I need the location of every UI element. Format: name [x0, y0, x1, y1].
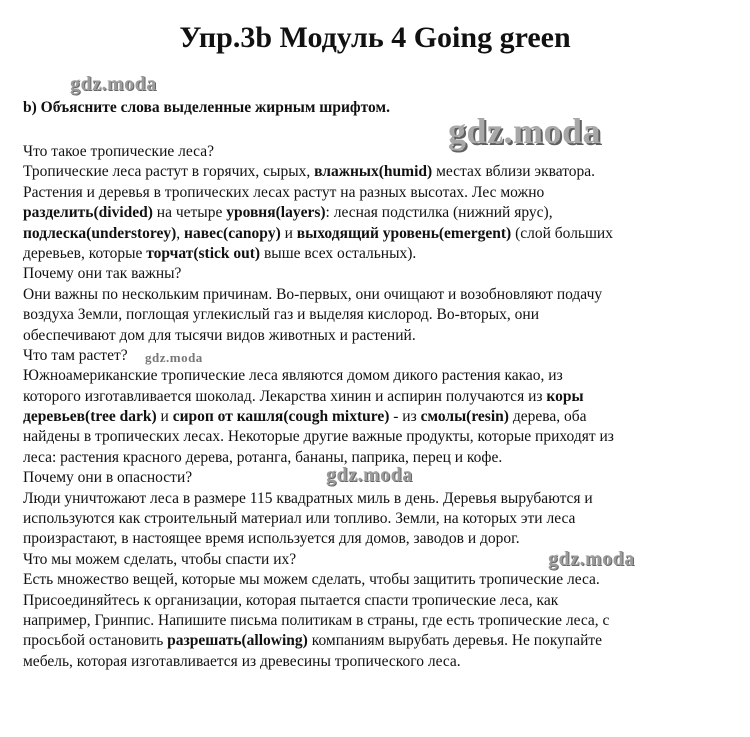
bold-term: смолы(resin): [420, 408, 509, 426]
text-run: дерева, оба: [508, 408, 587, 426]
text-run: Люди уничтожают леса в размере 115 квадратных миль в день. Деревья вырубаются и: [23, 489, 593, 507]
text-run: Присоединяйтесь к организации, которая пытается спасти тропические леса, как: [23, 591, 559, 609]
text-run: просьбой остановить: [23, 632, 168, 650]
watermark-large: gdz.moda: [448, 111, 602, 151]
watermark: gdz.moda: [548, 548, 635, 570]
text-line: [23, 631, 728, 651]
text-run: и: [156, 408, 173, 426]
text-line: [23, 407, 728, 427]
text-line: [23, 326, 728, 346]
bold-term: торчат(stick out): [146, 244, 261, 262]
text-line: [23, 203, 728, 223]
text-run: и: [280, 224, 297, 242]
text-run: мебель, которая изготавливается из древесины тропического леса.: [23, 652, 461, 670]
text-run: используются как строительный материал или топливо. Земли, на которых эти леса: [23, 510, 576, 528]
text-run: Что мы можем сделать, чтобы спасти их?: [23, 550, 297, 568]
text-line: [23, 489, 728, 509]
text-line: [23, 366, 728, 386]
bold-term: деревьев(tree dark): [23, 408, 157, 426]
watermark-small: gdz.moda: [145, 350, 203, 365]
bold-term: навес(canopy): [184, 224, 281, 242]
text-run: - из: [389, 408, 421, 426]
text-line: [23, 570, 728, 590]
bold-term: коры: [546, 387, 584, 405]
text-line: [23, 285, 728, 305]
text-line: [23, 387, 728, 407]
text-line: [23, 244, 728, 264]
text-run: на четыре: [152, 204, 227, 222]
text-line: [23, 509, 728, 529]
bold-term: выходящий уровень(emergent): [296, 224, 512, 242]
text-run: которого изготавливается шоколад. Лекарства хинин и аспирин получаются из: [23, 387, 547, 405]
text-line: [23, 346, 728, 366]
text-run: Есть множество вещей, которые мы можем сделать, чтобы защитить тропические леса.: [23, 571, 600, 589]
bold-term: разделить(divided): [23, 204, 153, 222]
page-title: Упр.3b Модуль 4 Going green: [179, 21, 571, 54]
text-run: Растения и деревья в тропических лесах растут на разных высотах. Лес можно: [23, 183, 545, 201]
watermark: gdz.moda: [326, 464, 413, 486]
text-run: например, Гринпис. Напишите письма политикам в страны, где есть тропические леса, с: [23, 611, 610, 629]
text-line: [23, 162, 728, 182]
text-line: [23, 652, 728, 672]
text-run: обеспечивают дом для тысячи видов животных и растений.: [23, 326, 416, 344]
text-run: (слой больших: [511, 224, 613, 242]
text-line: [23, 611, 728, 631]
bold-term: уровня(layers): [226, 204, 326, 222]
text-run: Что такое тропические леса?: [23, 143, 214, 160]
text-run: Южноамериканские тропические леса являются домом дикого растения какао, из: [23, 367, 563, 385]
bold-term: влажных(humid): [314, 163, 433, 181]
text-run: компаниям вырубать деревья. Не покупайте: [307, 632, 603, 650]
task-instruction: b) Объясните слова выделенные жирным шрифтом.: [23, 99, 390, 116]
text-run: Тропические леса растут в горячих, сырых,: [23, 163, 315, 181]
text-run: Они важны по нескольким причинам. Во-первых, они очищают и возобновляют подачу: [23, 285, 603, 303]
text-run: леса: растения красного дерева, ротанга, бананы, паприка, перец и кофе.: [23, 448, 503, 466]
text-line: [23, 264, 728, 284]
text-run: выше всех остальных).: [260, 244, 417, 262]
text-run: местах вблизи экватора.: [432, 163, 596, 181]
text-run: Почему они в опасности?: [23, 469, 193, 487]
text-line: [23, 305, 728, 325]
exercise-text: [23, 142, 728, 672]
text-line: [23, 529, 728, 549]
text-line: [23, 427, 728, 447]
text-line: [23, 591, 728, 611]
text-run: воздуха Земли, поглощая углекислый газ и выделяя кислород. Во-вторых, они: [23, 306, 540, 324]
text-line: [23, 142, 728, 162]
bold-term: подлеска(understorey): [23, 224, 177, 242]
bold-term: сироп от кашля(cough mixture): [172, 408, 390, 426]
text-run: : лесная подстилка (нижний ярус),: [325, 204, 553, 222]
text-run: Почему они так важны?: [23, 265, 182, 283]
bold-term: разрешать(allowing): [167, 632, 308, 650]
watermark: gdz.moda: [70, 73, 157, 95]
text-line: [23, 224, 728, 244]
text-run: найдены в тропических лесах. Некоторые другие важные продукты, которые приходят из: [23, 428, 614, 446]
text-run: ,: [176, 224, 185, 242]
text-run: Что там растет?: [23, 346, 128, 364]
text-run: деревьев, которые: [23, 244, 147, 262]
text-line: [23, 183, 728, 203]
text-run: произрастают, в настоящее время используется для домов, заводов и дорог.: [23, 530, 520, 548]
